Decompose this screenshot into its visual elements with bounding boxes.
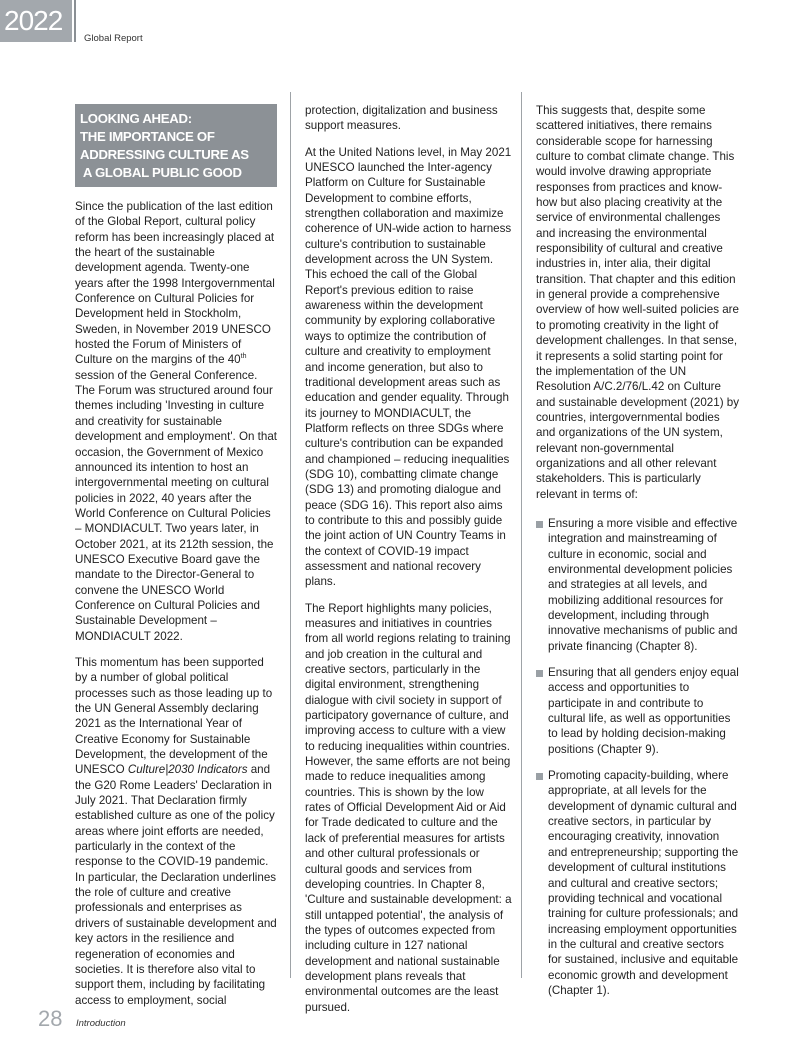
column-divider-1	[290, 92, 291, 978]
column-3	[536, 103, 740, 1009]
list-item: Promoting capacity-building, where appropriate, at all levels for the development of dynamic cultural and creative sectors, in particular by encouraging creativity, innovation and entrepreneurship; supporting the development of cultural institutions and cultural and creative sectors; providing technical and vocational training for culture professionals; and increasing employment opportunities in the cultural and creative sectors for sustained, inclusive and equitable economic growth and development (Chapter 1).	[536, 768, 740, 998]
superscript: th	[240, 353, 247, 361]
headline-line: LOOKING AHEAD:	[80, 111, 192, 126]
section-headline	[75, 104, 277, 187]
column-1	[75, 104, 277, 1019]
paragraph-text: Since the publication of the last edition of the Global Report, cultural policy reform has been increasingly placed at the heart of the sustainable development agenda. Twenty-one years after the 1998 Intergovernmental Conference on Cultural Policies for Development held in Stockholm, Sweden, in November 2019 UNESCO hosted the Forum of Ministers of Culture on the margins of the 40	[75, 200, 275, 367]
section-label: Introduction	[76, 1018, 126, 1029]
report-title: Global Report	[84, 33, 143, 44]
paragraph-text: This momentum has been supported by a number of global political processes such as those leading up to the UN General Assembly declaring 2021 as the International Year of Creative Economy for Sustainable Development, the development of the UNESCO	[75, 655, 273, 777]
headline-line: ADDRESSING CULTURE AS	[80, 147, 249, 162]
year-badge: 2022	[0, 0, 72, 42]
paragraph-text: and the G20 Rome Leaders' Declaration in July 2021. That Declaration firmly established culture as one of the policy areas where joint efforts are needed, particularly in the context of the response to the COVID-19 pandemic. In particular, the Declaration underlines the role of culture and creative professionals and enterprises as drivers of sustainable development and key actors in the resilience and regeneration of economies and societies. It is therefore also vital to support them, including by facilitating access to employment, social	[75, 763, 277, 1007]
column-2	[305, 103, 512, 1026]
column-divider-2	[521, 92, 522, 978]
paragraph	[75, 199, 277, 644]
headline-line: A GLOBAL PUBLIC GOOD	[80, 165, 242, 180]
italic-title: Culture|2030 Indicators	[127, 763, 248, 777]
header-divider	[74, 0, 76, 42]
paragraph: protection, digitalization and business support measures.	[305, 104, 498, 133]
paragraph-text: session of the General Conference. The Forum was structured around four themes including 'Investing in culture and creativity for sustainable development and employment'. On that occasion, the Government of Mexico announced its intention to host an intergovernmental meeting on cultural policies in 2022, 40 years after the World Conference on Cultural Policies – MONDIACULT. Two years later, in October 2021, at its 212th session, the UNESCO Executive Board gave the mandate to the Director-General to convene the UNESCO World Conference on Cultural Policies and Sustainable Development – MONDIACULT 2022.	[75, 368, 278, 643]
page-number: 28	[38, 1006, 63, 1031]
paragraph: At the United Nations level, in May 2021 UNESCO launched the Inter-agency Platform on Culture for Sustainable Development to combine efforts, strengthen collaboration and maximize coherence of UN-wide action to harness culture's contribution to sustainable development across the UN System. This echoed the call of the Global Report's previous edition to raise awareness within the development community by exploring collaborative ways to optimize the contribution of culture and creativity to employment and income generation, but also to traditional development areas such as education and gender equality. Through its journey to MONDIACULT, the Platform reflects on three SDGs where culture's contribution can be expanded and championed – reducing inequalities (SDG 10), combatting climate change (SDG 13) and promoting dialogue and peace (SDG 16). This report also aims to contribute to this and possibly guide the joint action of UN Country Teams in the context of COVID-19 impact assessment and national recovery plans.	[305, 145, 512, 589]
paragraph: This suggests that, despite some scattered initiatives, there remains considerable scope for harnessing culture to combat climate change. This would involve drawing appropriate responses from practices and know-how but also placing creativity at the service of environmental challenges and increasing the environmental responsibility of cultural and creative industries in, inter alia, their digital transition. That chapter and this edition in general provide a comprehensive overview of how well-suited policies are to promoting creativity in the light of development challenges. In that sense, it represents a solid starting point for the implementation of the UN Resolution A/C.2/76/L.42 on Culture and sustainable development (2021) by countries, intergovernmental bodies and organizations of the UN system, relevant non-governmental organizations and all other relevant stakeholders. This is particularly relevant in terms of:	[536, 104, 740, 501]
bullet-list	[536, 516, 740, 998]
headline-line: THE IMPORTANCE OF	[80, 129, 215, 144]
list-item: Ensuring that all genders enjoy equal access and opportunities to participate in and contribute to cultural life, as well as opportunities to lead by holding decision-making positions (Chapter 9).	[536, 665, 740, 757]
paragraph: The Report highlights many policies, measures and initiatives in countries from all world regions relating to training and job creation in the cultural and creative sectors, particularly in the digital environment, strengthening dialogue with civil society in support of participatory governance of culture, and improving access to culture with a view to reducing inequalities within countries. However, the same efforts are not being made to reduce inequalities among countries. This is shown by the low rates of Official Development Aid or Aid for Trade dedicated to culture and the lack of preferential measures for artists and other cultural professionals or cultural goods and services from developing countries. In Chapter 8, 'Culture and sustainable development: a still untapped potential', the analysis of the types of outcomes expected from including culture in 127 national development and national sustainable development plans reveals that environmental outcomes are the least pursued.	[305, 601, 512, 1014]
paragraph	[75, 655, 277, 1008]
list-item: Ensuring a more visible and effective integration and mainstreaming of culture in economic, social and environmental development policies and strategies at all levels, and mobilizing additional resources for development, including through innovative mechanisms of public and private financing (Chapter 8).	[536, 516, 740, 654]
